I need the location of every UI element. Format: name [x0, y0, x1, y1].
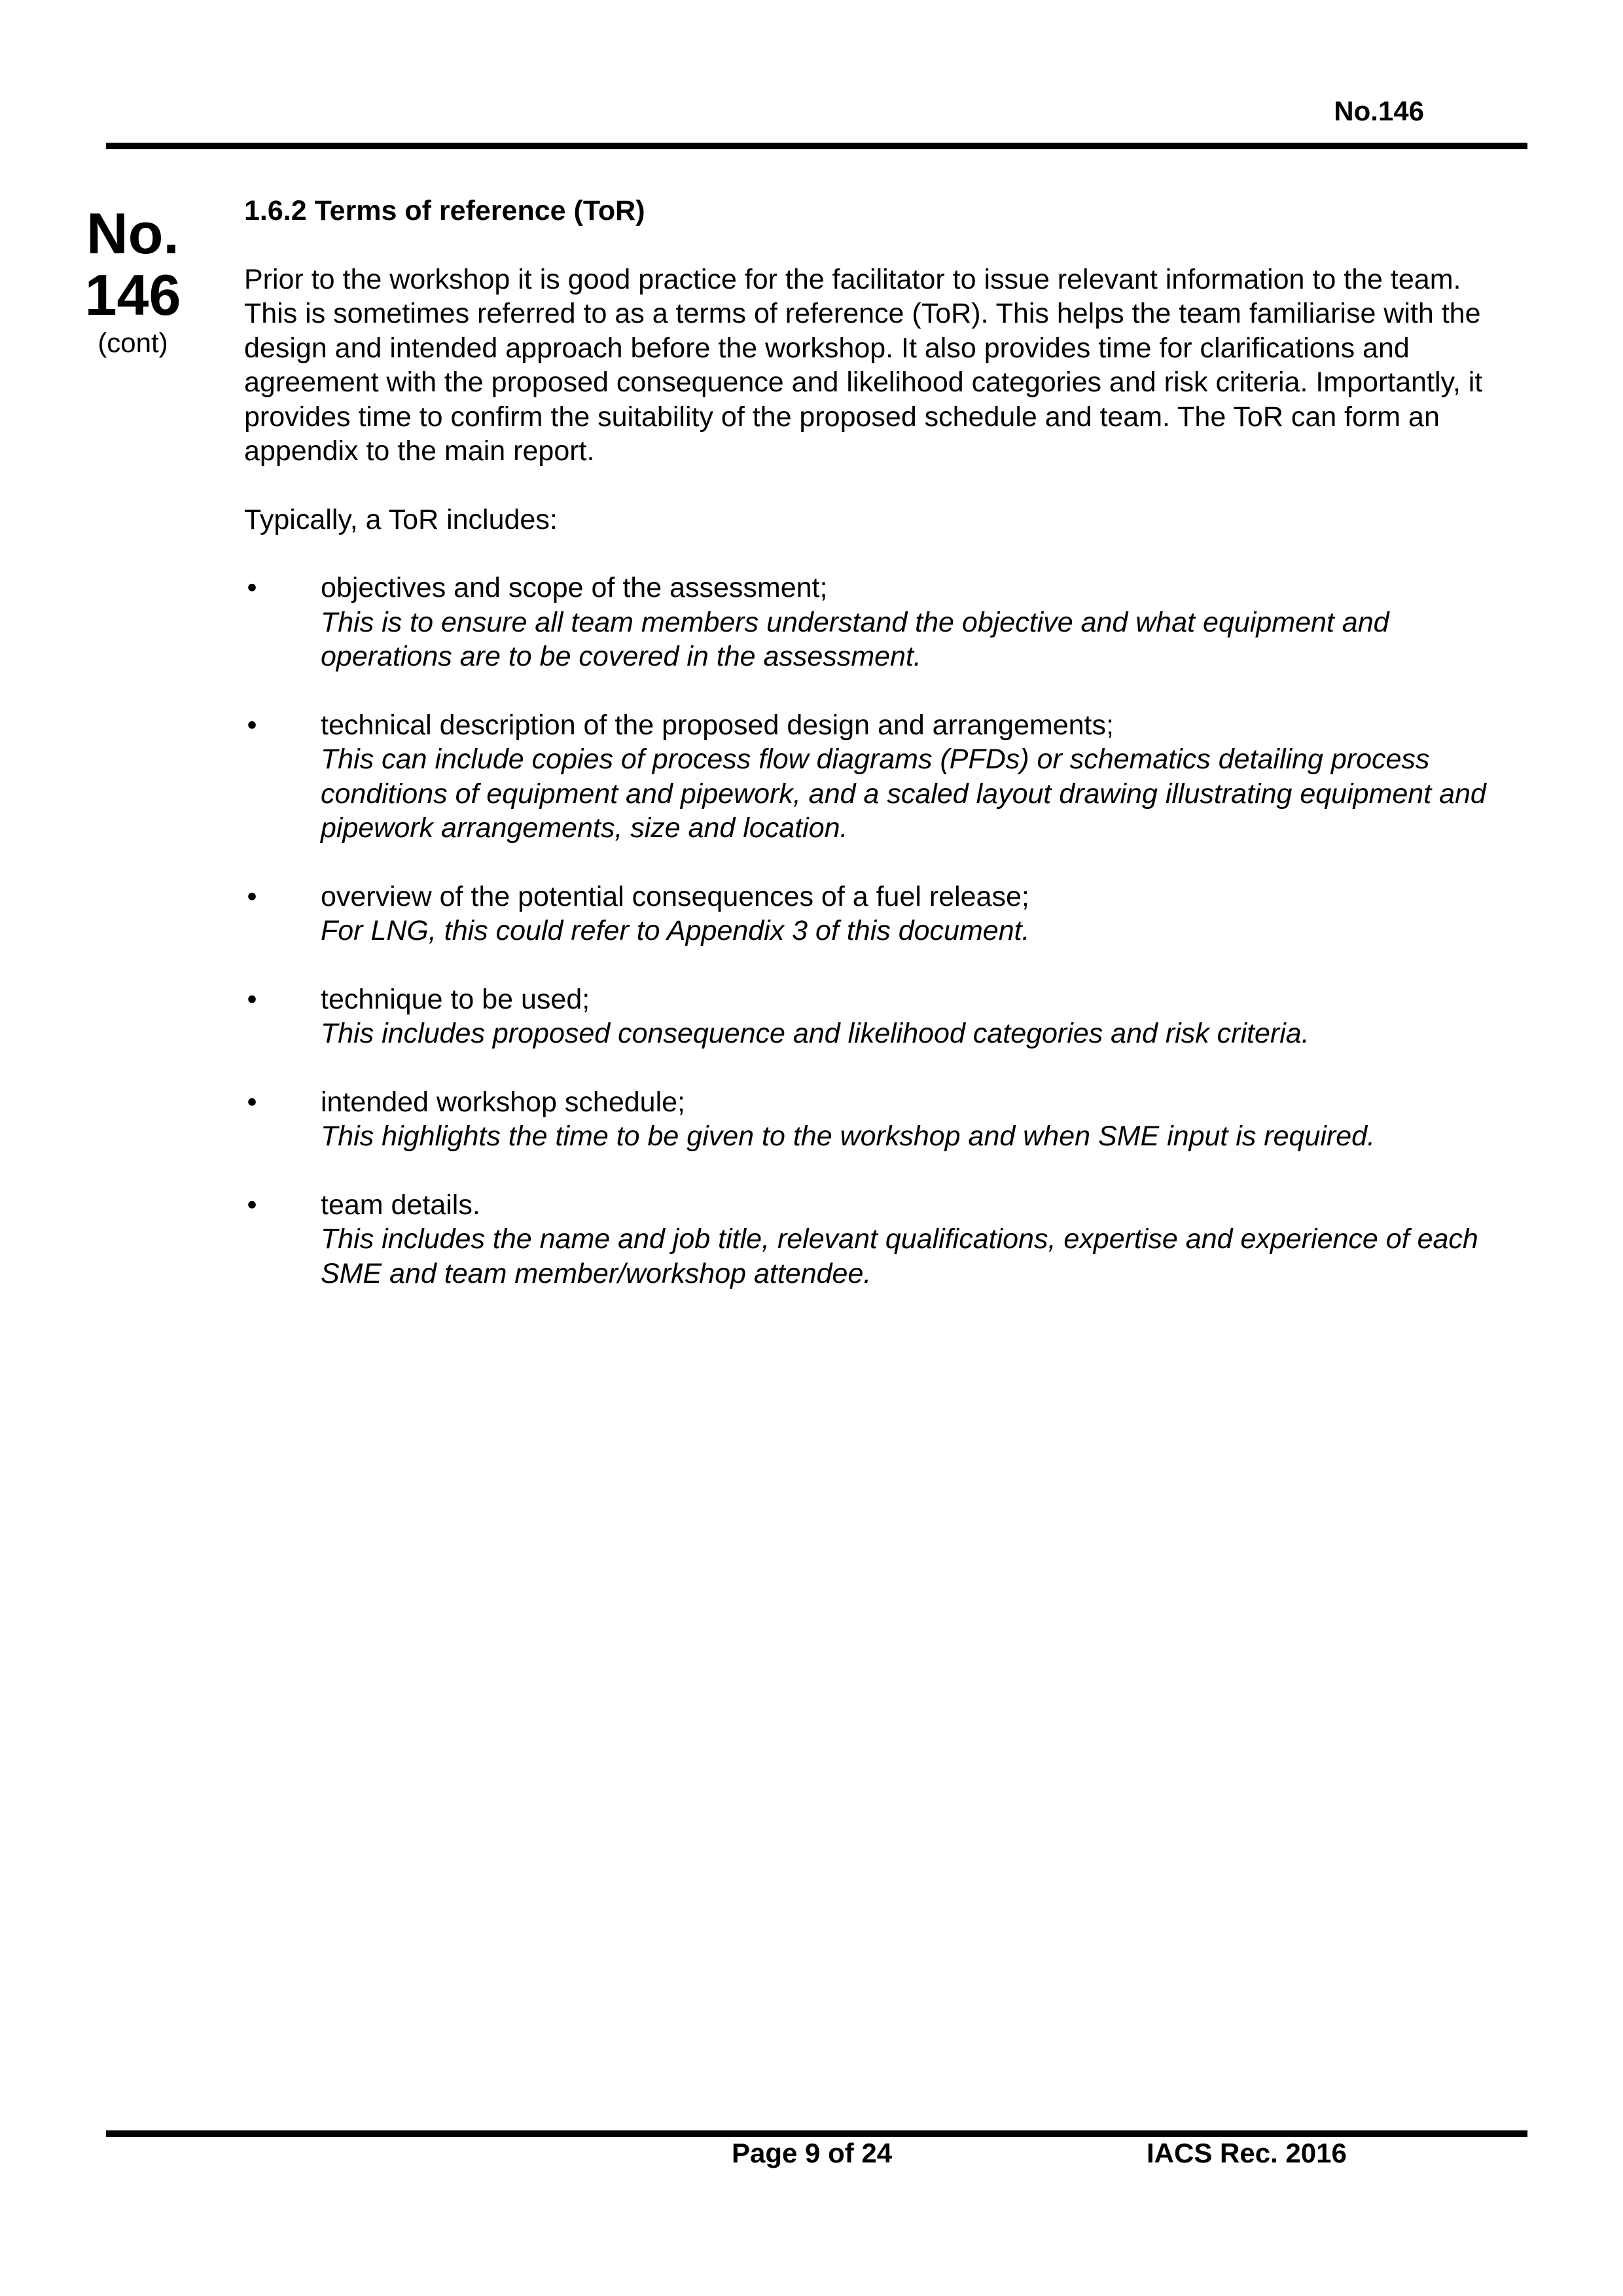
list-item — [244, 708, 1507, 846]
list-item-note: This highlights the time to be given to the workshop and when SME input is required. — [321, 1121, 1376, 1152]
bullet-icon: • — [247, 709, 257, 741]
list-item-note: This is to ensure all team members understand the objective and what equipment and operations are to be covered in the assessment. — [321, 606, 1389, 672]
list-item — [244, 1188, 1507, 1291]
margin-number: 146 — [84, 262, 181, 327]
bullet-icon: • — [247, 1189, 257, 1221]
header-rule — [106, 143, 1527, 149]
margin-tag — [77, 203, 188, 360]
list-item-note: This can include copies of process flow diagrams (PFDs) or schematics detailing process conditions of equipment and pipework, and a scaled layout drawing illustrating equipment and pipework arrangements, size and location. — [321, 744, 1486, 844]
list-item — [244, 982, 1507, 1051]
list-item — [244, 571, 1507, 674]
list-intro: Typically, a ToR includes: — [244, 503, 558, 535]
list-item-title: intended workshop schedule; — [321, 1086, 685, 1118]
section-heading: 1.6.2 Terms of reference (ToR) — [244, 195, 645, 226]
list-item-note: This includes the name and job title, relevant qualifications, expertise and experience of each SME and team member/workshop attendee. — [321, 1223, 1478, 1289]
intro-paragraph: Prior to the workshop it is good practice for the facilitator to issue relevant information to the team. This is sometimes referred to as a terms of reference (ToR). This helps the team familiarise with the design and intended approach before the workshop. It also provides time for clarifications and agreement with the proposed consequence and likelihood categories and risk criteria. Importantly, it provides time to confirm the suitability of the proposed schedule and team. The ToR can form an appendix to the main report. — [244, 263, 1483, 467]
list-item-title: technical description of the proposed design and arrangements; — [321, 709, 1114, 741]
list-item-title: overview of the potential consequences of a fuel release; — [321, 880, 1029, 912]
bullet-icon: • — [247, 880, 257, 912]
bullet-icon: • — [247, 572, 257, 603]
list-item-title: objectives and scope of the assessment; — [321, 572, 828, 603]
footer-rec-label: IACS Rec. 2016 — [1147, 2138, 1347, 2168]
header-document-code: No.146 — [1334, 96, 1424, 126]
bullet-icon: • — [247, 983, 257, 1015]
footer-page-number: Page 9 of 24 — [732, 2138, 893, 2168]
list-item-note: For LNG, this could refer to Appendix 3 of this document. — [321, 915, 1030, 946]
list-item-note: This includes proposed consequence and likelihood categories and risk criteria. — [321, 1018, 1310, 1049]
list-item-title: technique to be used; — [321, 983, 590, 1015]
list-item-title: team details. — [321, 1189, 480, 1221]
bullet-icon: • — [247, 1086, 257, 1118]
margin-cont-label: (cont) — [98, 327, 168, 358]
tor-bullet-list — [244, 571, 1507, 1291]
margin-no-label: No. — [86, 201, 179, 266]
main-content — [244, 194, 1507, 1325]
list-item — [244, 1085, 1507, 1154]
list-item — [244, 880, 1507, 948]
footer-rule — [106, 2130, 1527, 2137]
